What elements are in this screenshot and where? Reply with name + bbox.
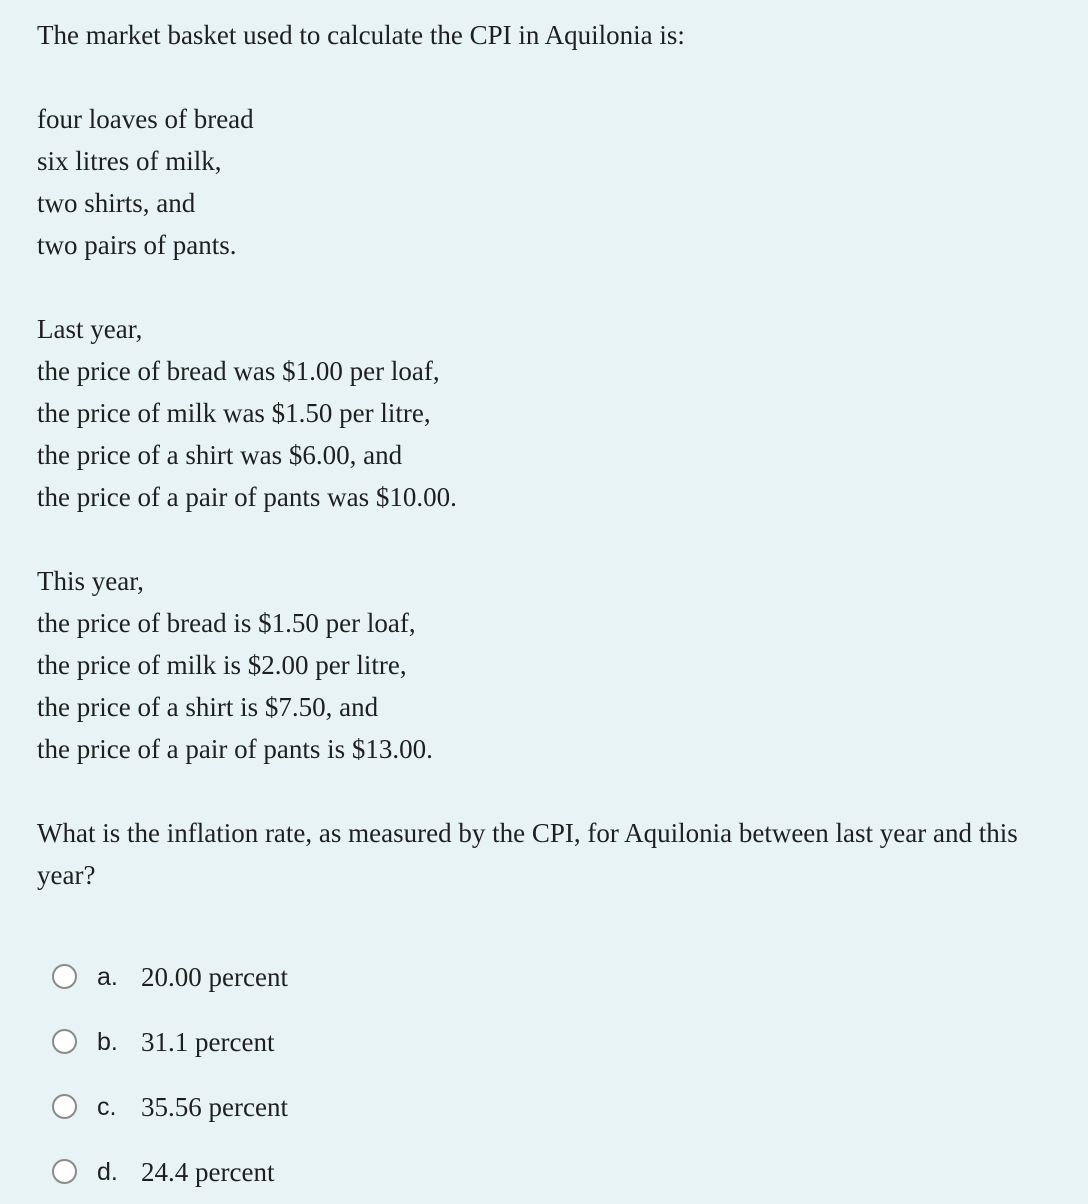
answer-option-c[interactable]: [52, 1074, 952, 1139]
answer-option-b[interactable]: [52, 1009, 952, 1074]
price-line: the price of a pair of pants is $13.00.: [37, 734, 433, 764]
radio-button[interactable]: [52, 1029, 77, 1054]
last-year-prices: [37, 308, 1047, 518]
answer-text: 31.1 percent: [141, 1026, 275, 1057]
basket-item: four loaves of bread: [37, 104, 254, 134]
answer-letter: a.: [97, 962, 118, 991]
radio-button[interactable]: [52, 1159, 77, 1184]
this-year-heading: This year,: [37, 566, 144, 596]
answer-text: 24.4 percent: [141, 1156, 275, 1187]
answer-letter: d.: [97, 1157, 118, 1186]
radio-button[interactable]: [52, 1094, 77, 1119]
answer-text: 35.56 percent: [141, 1091, 288, 1122]
market-basket-list: [37, 98, 1047, 266]
answer-option-d[interactable]: [52, 1139, 952, 1204]
basket-item: two pairs of pants.: [37, 230, 237, 260]
answer-letter: b.: [97, 1027, 118, 1056]
question-block: [37, 14, 1047, 896]
answer-option-a[interactable]: [52, 944, 952, 1009]
question-prompt: What is the inflation rate, as measured by the CPI, for Aquilonia between last year and this year?: [37, 818, 1018, 890]
last-year-heading: Last year,: [37, 314, 143, 344]
question-intro: The market basket used to calculate the CPI in Aquilonia is:: [37, 20, 685, 50]
answer-options: [52, 944, 952, 1204]
price-line: the price of milk is $2.00 per litre,: [37, 650, 407, 680]
basket-item: six litres of milk,: [37, 146, 222, 176]
this-year-prices: [37, 560, 1047, 770]
price-line: the price of a pair of pants was $10.00.: [37, 482, 457, 512]
price-line: the price of bread was $1.00 per loaf,: [37, 356, 440, 386]
basket-item: two shirts, and: [37, 188, 196, 218]
price-line: the price of bread is $1.50 per loaf,: [37, 608, 416, 638]
radio-button[interactable]: [52, 964, 77, 989]
price-line: the price of a shirt was $6.00, and: [37, 440, 403, 470]
answer-letter: c.: [97, 1092, 117, 1121]
price-line: the price of milk was $1.50 per litre,: [37, 398, 431, 428]
answer-text: 20.00 percent: [141, 961, 288, 992]
price-line: the price of a shirt is $7.50, and: [37, 692, 379, 722]
